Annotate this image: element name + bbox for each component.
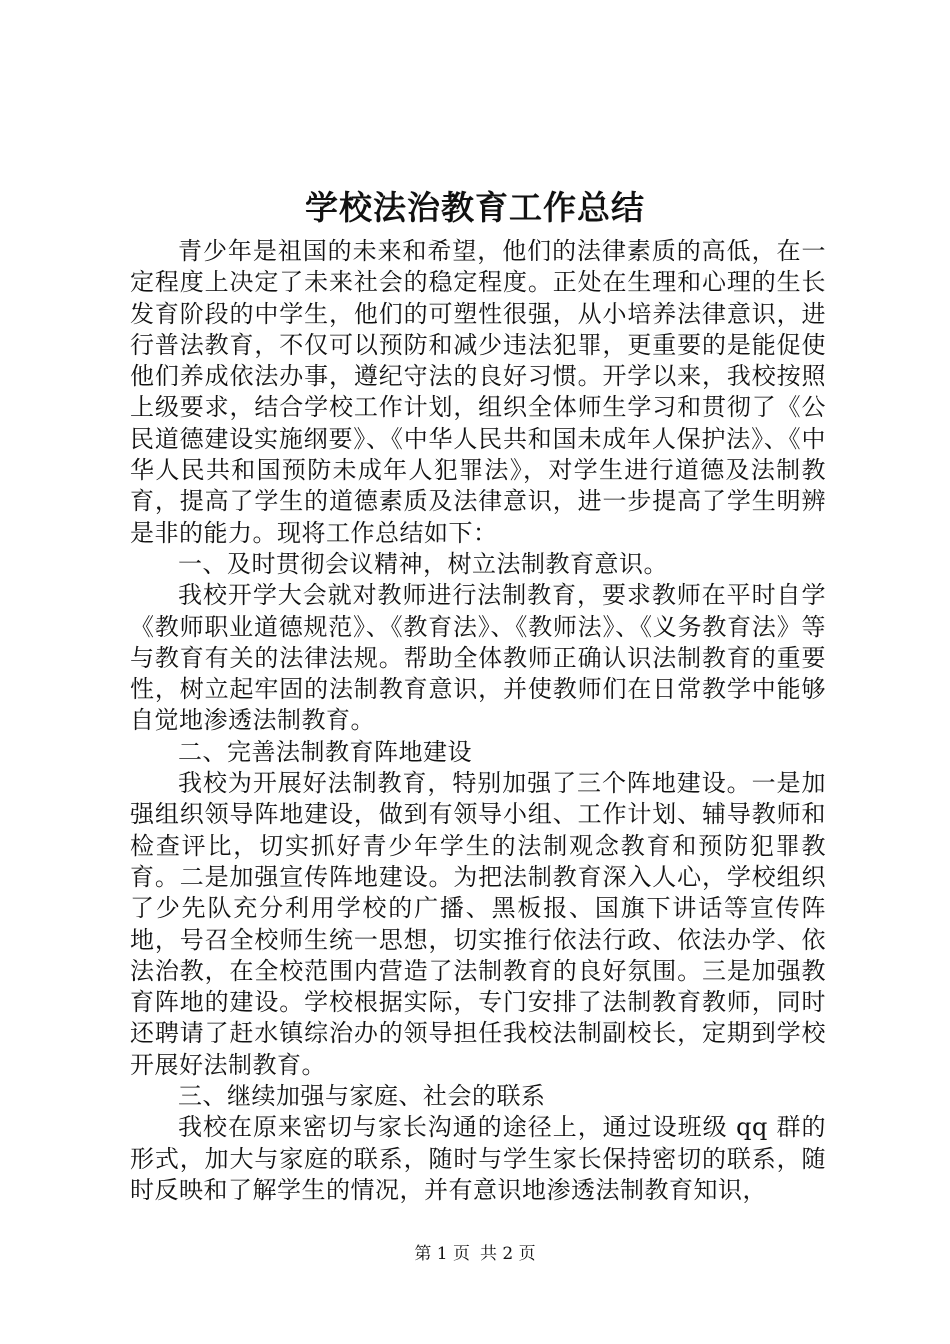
document-title: 学校法治教育工作总结 [305,188,645,227]
page-number: 第 1 页 [414,1244,470,1264]
document-body [130,236,826,1206]
paragraph-section-3: 我校在原来密切与家长沟通的途径上，通过设班级 qq 群的形式，加大与家庭的联系，随时与学生家长保持密切的联系，随时反映和了解学生的情况，并有意识地渗透法制教育知识， [130,1113,826,1204]
page-footer [0,1242,950,1266]
section-heading-2: 二、完善法制教育阵地建设 [178,737,472,766]
section-heading-1: 一、及时贯彻会议精神，树立法制教育意识。 [178,549,668,578]
section-heading-3: 三、继续加强与家庭、社会的联系 [178,1082,546,1111]
paragraph-section-1: 我校开学大会就对教师进行法制教育，要求教师在平时自学《教师职业道德规范》、《教育法》、《教师法》、《义务教育法》等与教育有关的法律法规。帮助全体教师正确认识法制教育的重要性，树立起牢固的法制教育意识，并使教师们在日常教学中能够自觉地渗透法制教育。 [130,581,826,735]
paragraph-intro: 青少年是祖国的未来和希望，他们的法律素质的高低，在一定程度上决定了未来社会的稳定程度。正处在生理和心理的生长发育阶段的中学生，他们的可塑性很强，从小培养法律意识，进行普法教育，不仅可以预防和减少违法犯罪，更重要的是能促使他们养成依法办事，遵纪守法的良好习惯。开学以来，我校按照上级要求，结合学校工作计划，组织全体师生学习和贯彻了《公民道德建设实施纲要》、《中华人民共和国未成年人保护法》、《中华人民共和国预防未成年人犯罪法》，对学生进行道德及法制教育，提高了学生的道德素质及法律意识，进一步提高了学生明辨是非的能力。现将工作总结如下： [130,237,826,547]
page-total: 共 2 页 [480,1244,536,1264]
paragraph-section-2: 我校为开展好法制教育，特别加强了三个阵地建设。一是加强组织领导阵地建设，做到有领导小组、工作计划、辅导教师和检查评比，切实抓好青少年学生的法制观念教育和预防犯罪教育。二是加强宣传阵地建设。为把法制教育深入人心，学校组织了少先队充分利用学校的广播、黑板报、国旗下讲话等宣传阵地，号召全校师生统一思想，切实推行依法行政、依法办学、依法治教，在全校范围内营造了法制教育的良好氛围。三是加强教育阵地的建设。学校根据实际，专门安排了法制教育教师，同时还聘请了赶水镇综治办的领导担任我校法制副校长，定期到学校开展好法制教育。 [130,769,826,1079]
